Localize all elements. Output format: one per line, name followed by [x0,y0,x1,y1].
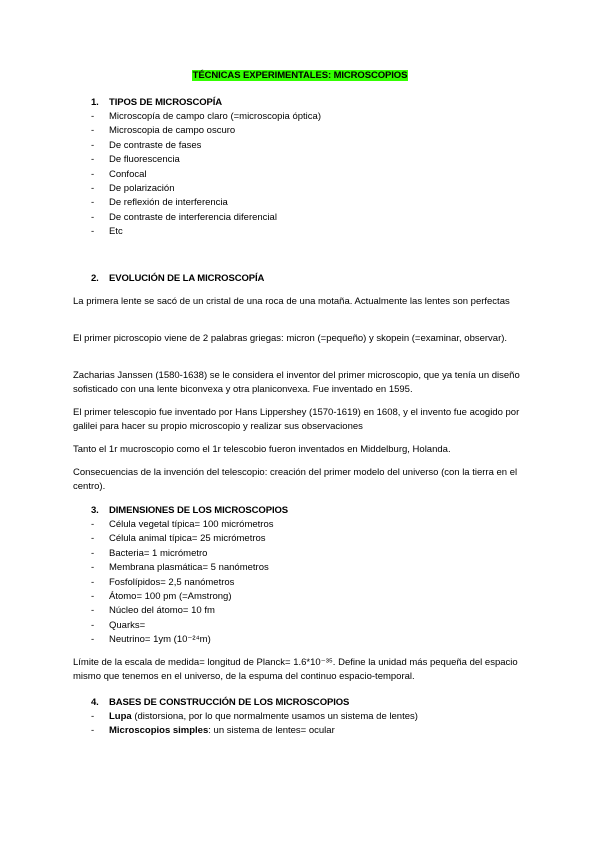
list-dash: - [91,725,95,737]
list-item [91,153,321,167]
list-dash: - [91,519,95,530]
list-item-text: Microscopía de campo claro (=microscopia óptica) [109,111,321,122]
list-item-text: De fluorescencia [109,154,180,166]
list-item [91,561,273,575]
list-item-text: (distorsiona, por lo que normalmente usamos un sistema de lentes) [131,711,418,722]
section-2-number: 2. [91,273,99,284]
list-dash: - [91,634,95,646]
section-3-heading [91,504,288,518]
list-dash: - [91,226,95,238]
list-dash: - [91,605,95,617]
list-item-text: Bacteria= 1 micrómetro [109,547,208,559]
list-item-text: Célula vegetal típica= 100 micrómetros [109,519,274,530]
list-item [91,182,321,196]
list-dash: - [91,711,95,722]
list-dash: - [91,619,95,631]
list-item [91,196,321,210]
section-3-number: 3. [91,505,99,516]
paragraph: Consecuencias de la invención del telescopio: creación del primer modelo del universo (con la tierra en el centro). [73,467,518,493]
section-3-list [91,518,273,648]
section-4-list [91,710,418,739]
list-item-text: De contraste de interferencia diferencial [109,211,277,223]
section-2-title: EVOLUCIÓN DE LA MICROSCOPÍA [109,273,265,284]
list-item [91,633,273,647]
list-item [91,547,273,561]
list-item [91,590,273,604]
list-item-term: Lupa [109,711,132,722]
list-item [91,518,273,532]
list-item [91,139,321,153]
list-dash: - [91,533,95,545]
paragraph: Tanto el 1r mucroscopio como el 1r telescobio fueron inventados en Middelburg, Holanda. [73,444,451,455]
list-item [91,724,418,738]
list-item [91,604,273,618]
paragraph: La primera lente se sacó de un cristal de una roca de una motaña. Actualmente las lentes son perfectas [73,296,510,307]
section-1-list [91,110,321,240]
list-item-text: Confocal [109,168,147,180]
list-item [91,124,321,138]
list-dash: - [91,562,95,574]
list-dash: - [91,182,95,194]
list-item [91,211,321,225]
list-dash: - [91,590,95,602]
list-item [91,168,321,182]
list-item-text: Microscopia de campo oscuro [109,125,236,137]
list-item-text: Átomo= 100 pm (=Amstrong) [109,590,232,602]
list-item [91,576,273,590]
list-dash: - [91,111,95,122]
list-item [91,619,273,633]
list-item-text: Núcleo del átomo= 10 fm [109,605,215,617]
list-item-text: De contraste de fases [109,139,202,151]
list-dash: - [91,197,95,209]
list-item [91,225,321,239]
section-1-number: 1. [91,97,99,108]
paragraph-planck-note: Límite de la escala de medida= longitud de Planck= 1.6*10⁻³⁵. Define la unidad más pequeña del espacio mismo que tenemos en el universo, de la espuma del continuo espacio-temporal. [73,657,518,683]
list-dash: - [91,154,95,166]
document-title-text: TÉCNICAS EXPERIMENTALES: MICROSCOPIOS [192,70,408,81]
list-dash: - [91,125,95,137]
list-item [91,532,273,546]
section-1-title: TIPOS DE MICROSCOPÍA [109,97,223,108]
section-4-number: 4. [91,697,99,708]
list-item-text: Fosfolípidos= 2,5 nanómetros [109,576,235,588]
list-dash: - [91,211,95,223]
section-4-title: BASES DE CONSTRUCCIÓN DE LOS MICROSCOPIOS [109,697,350,708]
paragraph: El primer telescopio fue inventado por Hans Lippershey (1570-1619) en 1608, y el invento fue acogido por galilei para hacer su propio microscopio y realizar sus observaciones [73,407,520,433]
list-item-text: De reflexión de interferencia [109,197,228,209]
list-item [91,710,418,724]
section-3-title: DIMENSIONES DE LOS MICROSCOPIOS [109,505,289,516]
list-dash: - [91,576,95,588]
list-item-text: Quarks= [109,619,146,631]
paragraph: Zacharias Janssen (1580-1638) se le considera el inventor del primer microscopio, que ya tenía un diseño sofisticado con una lente biconvexa y otra planiconvexa. Fue inventado en 1595. [73,370,520,396]
list-item-text: Célula animal típica= 25 micrómetros [109,533,266,545]
list-item-text: : un sistema de lentes= ocular [208,725,335,737]
list-item-text: Membrana plasmática= 5 nanómetros [109,562,269,574]
section-2-heading [91,272,264,286]
section-1-heading [91,96,222,110]
list-dash: - [91,168,95,180]
document-title [0,69,600,83]
list-item-text: De polarización [109,182,175,194]
list-item [91,110,321,124]
list-item-text: Neutrino= 1ym (10⁻²⁴m) [109,634,211,646]
paragraph: El primer picroscopio viene de 2 palabras griegas: micron (=pequeño) y skopein (=examinar, observar). [73,333,508,344]
list-dash: - [91,139,95,151]
section-4-heading [91,696,349,710]
list-item-text: Etc [109,226,123,238]
list-dash: - [91,547,95,559]
list-item-term: Microscopios simples [109,725,209,737]
